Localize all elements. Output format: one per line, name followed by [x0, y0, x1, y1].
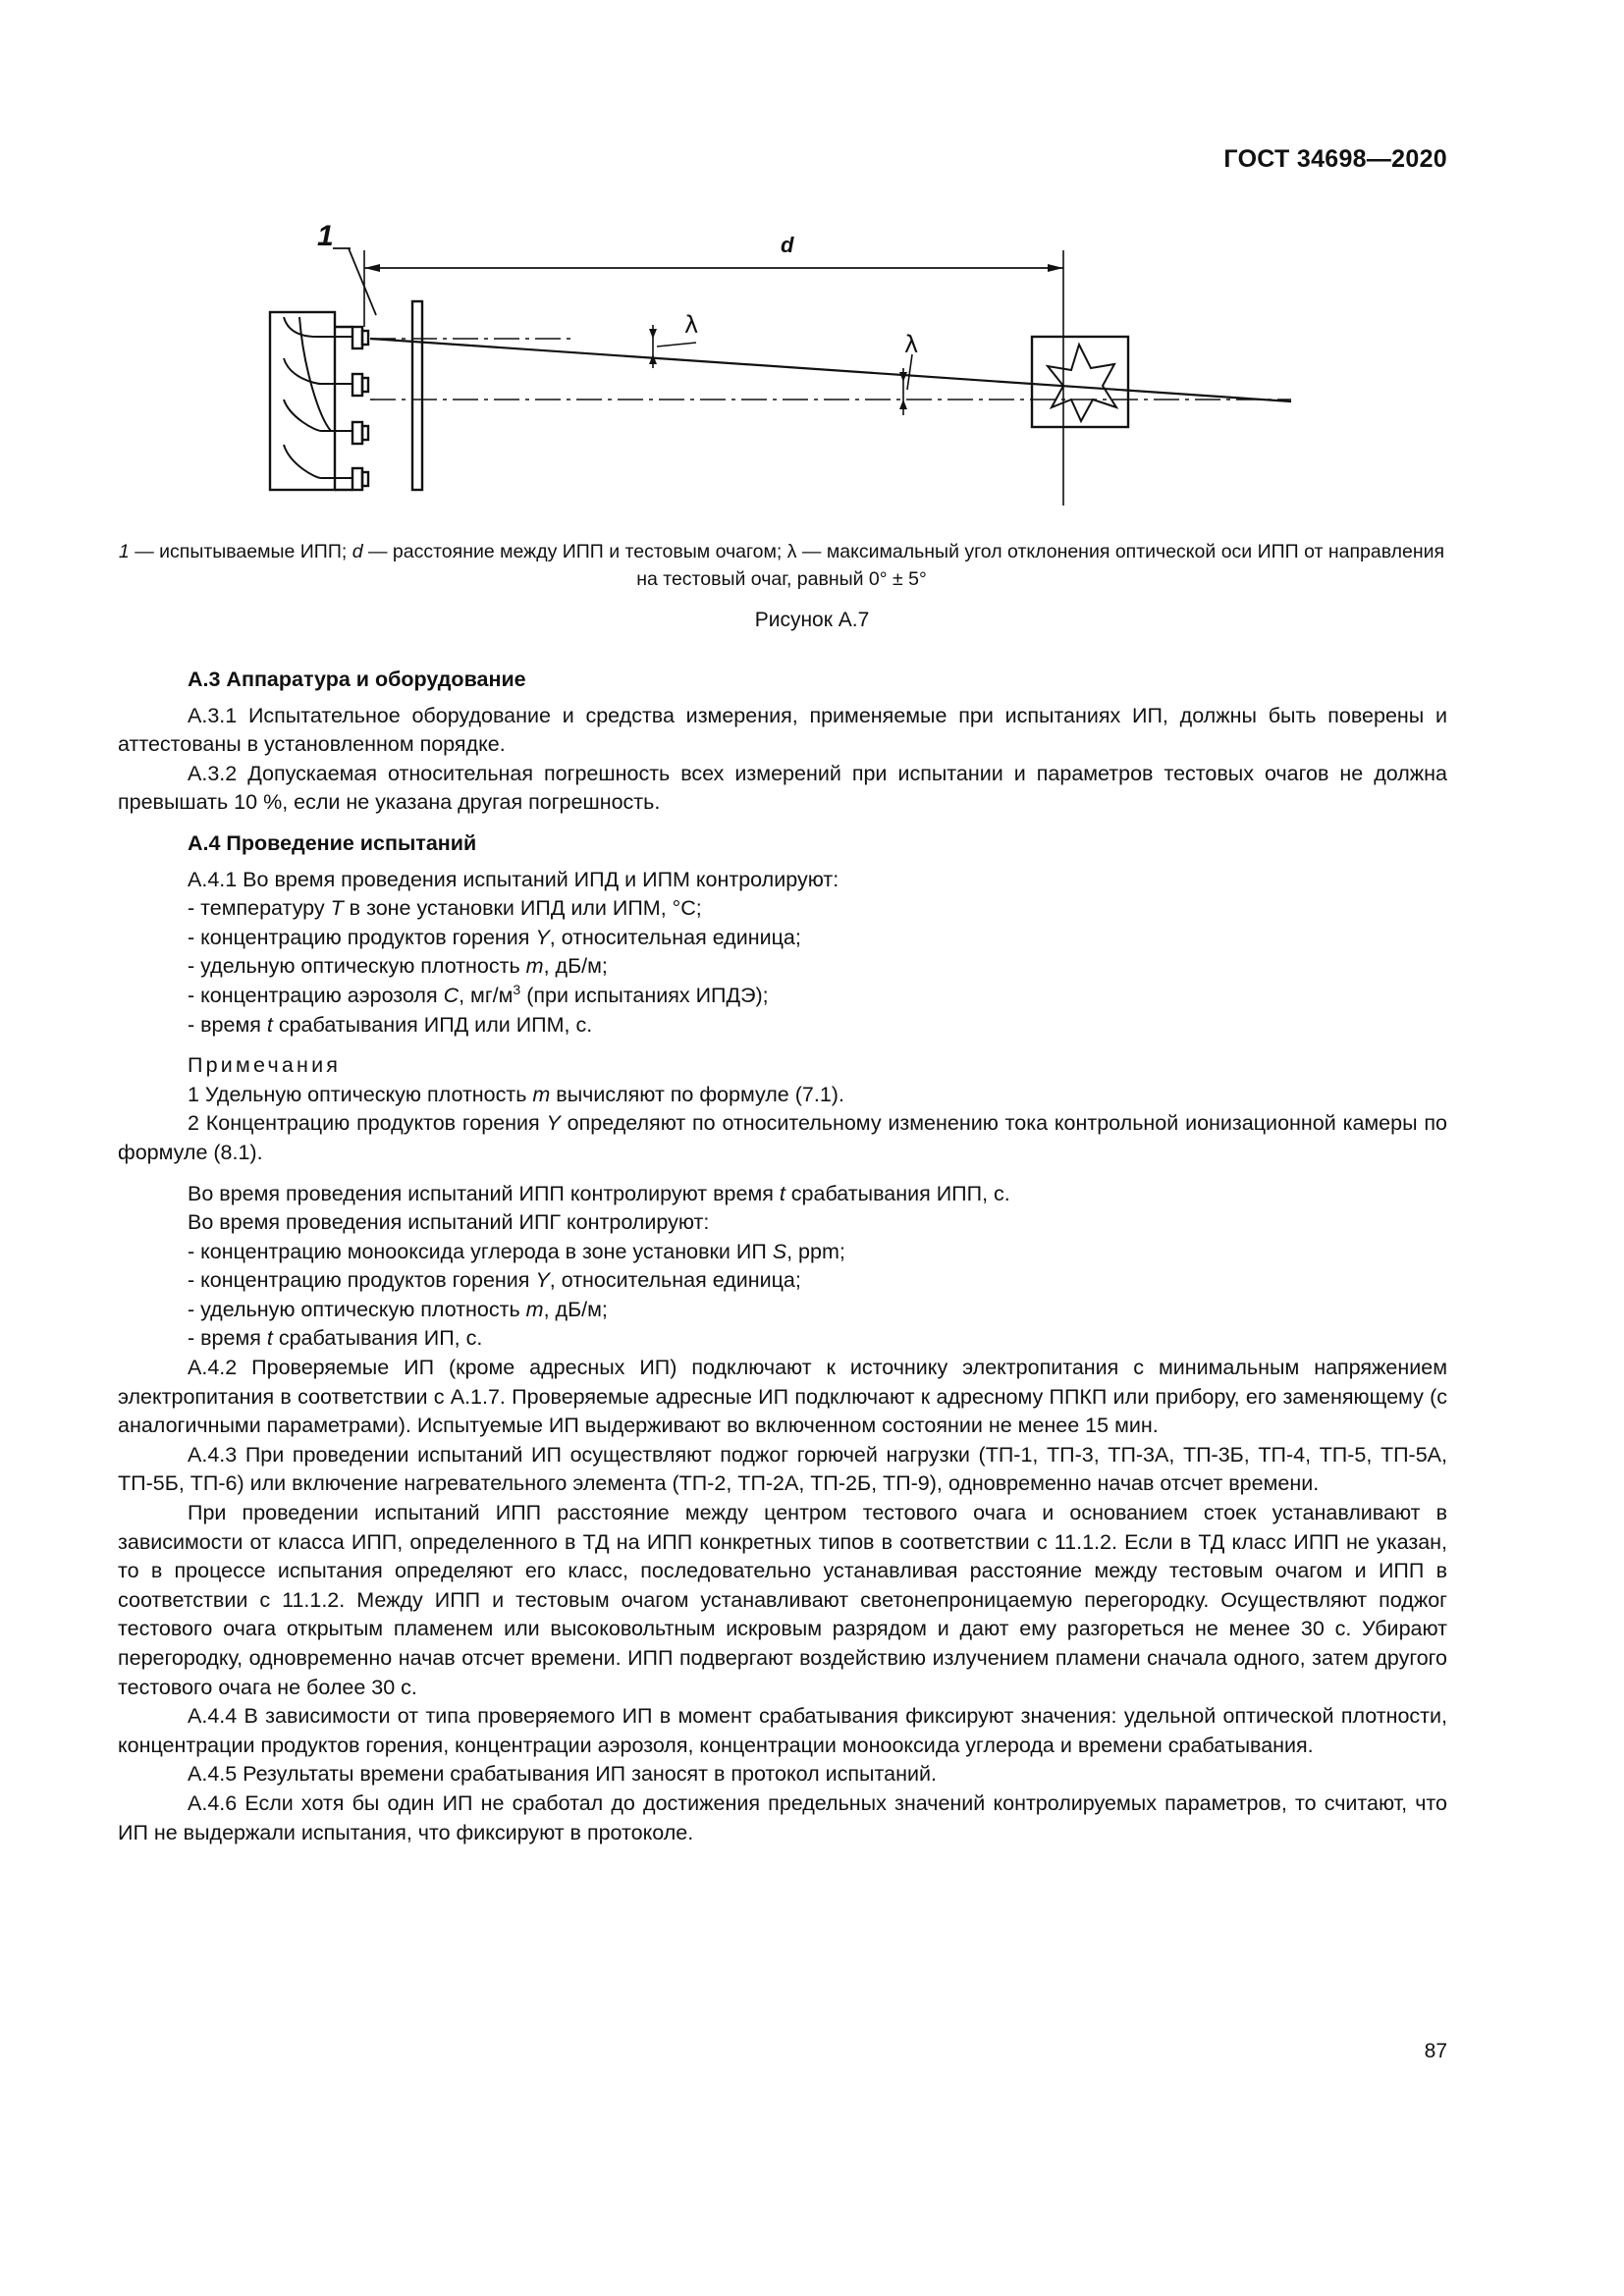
paragraph-a4-3-ipp: При проведении испытаний ИПП расстояние между центром тестового очага и основанием стоек устанавливают в зависимости от класса ИПП, определенного в ТД на ИПП конкретных типов в соответствии с 11.1.2. Если в ТД класс ИПП не указан, то в процессе испытания определяют его класс, последовательно устанавливая расстояние между тестовым очагом и ИПП в соответствии с 11.1.2. Между ИПП и тестовым очагом устанавливают светонепроницаемую перегородку. Осуществляют поджог тестового очага открытым пламенем или высоковольтным искровым разрядом и дают ему разгореться не менее 30 с. Убирают перегородку, одновременно начав отсчет времени. ИПП подвергают воздействию излучением пламени сначала одного, затем другого тестового очага не более 30 с.	[118, 1501, 1447, 1699]
list-item: - концентрацию аэрозоля C, $мг/м^3$ (при испытаниях ИПДЭ);	[188, 981, 769, 1007]
list-item: - удельную оптическую плотность m, дБ/м;	[188, 954, 608, 979]
list-item: - температуру T в зоне установки ИПД или ИПМ, °С;	[188, 896, 702, 921]
paragraph-a4-4: А.4.4 В зависимости от типа проверяемого ИП в момент срабатывания фиксируют значения: удельной оптической плотности, концентрации продуктов горения, концентрации аэрозоля, концентрации монооксида углерода и времени срабатывания.	[118, 1704, 1447, 1757]
paragraph-ipp: Во время проведения испытаний ИПП контролируют время t срабатывания ИПП, с.	[188, 1181, 1010, 1205]
dimension-label-d: d	[781, 233, 794, 257]
callout-leader	[349, 248, 376, 315]
figure-title: Рисунок А.7	[754, 609, 870, 631]
paragraph-a4-3: А.4.3 При проведении испытаний ИП осуществляют поджог горючей нагрузки (ТП-1, ТП-3, ТП-3А, ТП-3Б, ТП-4, ТП-5, ТП-5А, ТП-5Б, ТП-6) или включение нагревательного элемента (ТП-2, ТП-2А, ТП-2Б, ТП-9), одновременно начав отсчет времени.	[118, 1442, 1447, 1496]
page-number: 87	[1424, 2040, 1447, 2062]
section-a3-heading: А.3 Аппаратура и оборудование	[188, 667, 526, 691]
detector-mounts	[335, 327, 368, 490]
figure-a7-diagram	[260, 221, 1321, 506]
paragraph-a4-1: А.4.1 Во время проведения испытаний ИПД и ИПМ контролируют:	[188, 867, 839, 891]
notes-heading: Примечания	[188, 1053, 342, 1078]
lambda-label-1: λ	[684, 311, 699, 339]
flame-icon	[1048, 345, 1116, 421]
list-item: - концентрацию продуктов горения Y, относительная единица;	[188, 1268, 801, 1293]
document-body	[118, 666, 1447, 1847]
detector-wiring	[284, 317, 352, 478]
paragraph-a4-6: А.4.6 Если хотя бы один ИП не сработал до достижения предельных значений контролируемых параметров, то считают, что ИП не выдержали испытания, что фиксируют в протоколе.	[118, 1790, 1447, 1844]
lambda-label-2: λ	[904, 331, 919, 358]
list-item: - концентрацию монооксида углерода в зоне установки ИП S, ppm;	[188, 1239, 845, 1263]
standard-designation: ГОСТ 34698—2020	[1223, 145, 1447, 173]
list-item: - удельную оптическую плотность m, дБ/м;	[188, 1297, 608, 1321]
section-a4-heading: А.4 Проведение испытаний	[188, 830, 477, 855]
test-fire-box	[1032, 337, 1128, 427]
note-1: 1 Удельную оптическую плотность m вычисляют по формуле (7.1).	[188, 1082, 844, 1106]
list-item: - концентрацию продуктов горения Y, относительная единица;	[188, 925, 801, 949]
paragraph-a4-5: А.4.5 Результаты времени срабатывания ИП заносят в протокол испытаний.	[188, 1762, 937, 1787]
paragraph-ipg: Во время проведения испытаний ИПГ контролируют:	[188, 1210, 710, 1235]
paragraph-a3-2: А.3.2 Допускаемая относительная погрешность всех измерений при испытании и параметров тестовых очагов не должна превышать 10 %, если не указана другая погрешность.	[118, 761, 1447, 815]
deviated-optical-line	[370, 339, 1291, 401]
figure-legend: 1 — испытываемые ИПП; d — расстояние между ИПП и тестовым очагом; λ — максимальный угол отклонения оптической оси ИПП от направления на тестовый очаг, равный 0° ± 5°	[118, 541, 1445, 590]
paragraph-a4-2: А.4.2 Проверяемые ИП (кроме адресных ИП) подключают к источнику электропитания с минимальным напряжением электропитания в соответствии с А.1.7. Проверяемые адресные ИП подключают к адресному ППКП или прибору, его заменяющему (с аналогичными параметрами). Испытуемые ИП выдерживают во включенном состоянии не менее 15 мин.	[118, 1356, 1447, 1438]
list-item: - время t срабатывания ИПД или ИПМ, с.	[188, 1012, 593, 1037]
light-partition	[412, 301, 422, 490]
note-2: 2 Концентрацию продуктов горения Y определяют по относительному изменению тока контрольной ионизационной камеры по формуле (8.1).	[118, 1111, 1447, 1164]
callout-number-1: 1	[317, 221, 334, 252]
paragraph-a3-1: А.3.1 Испытательное оборудование и средства измерения, применяемые при испытаниях ИП, должны быть поверены и аттестованы в установленном порядке.	[118, 703, 1447, 757]
list-item: - время t срабатывания ИП, с.	[188, 1326, 483, 1351]
